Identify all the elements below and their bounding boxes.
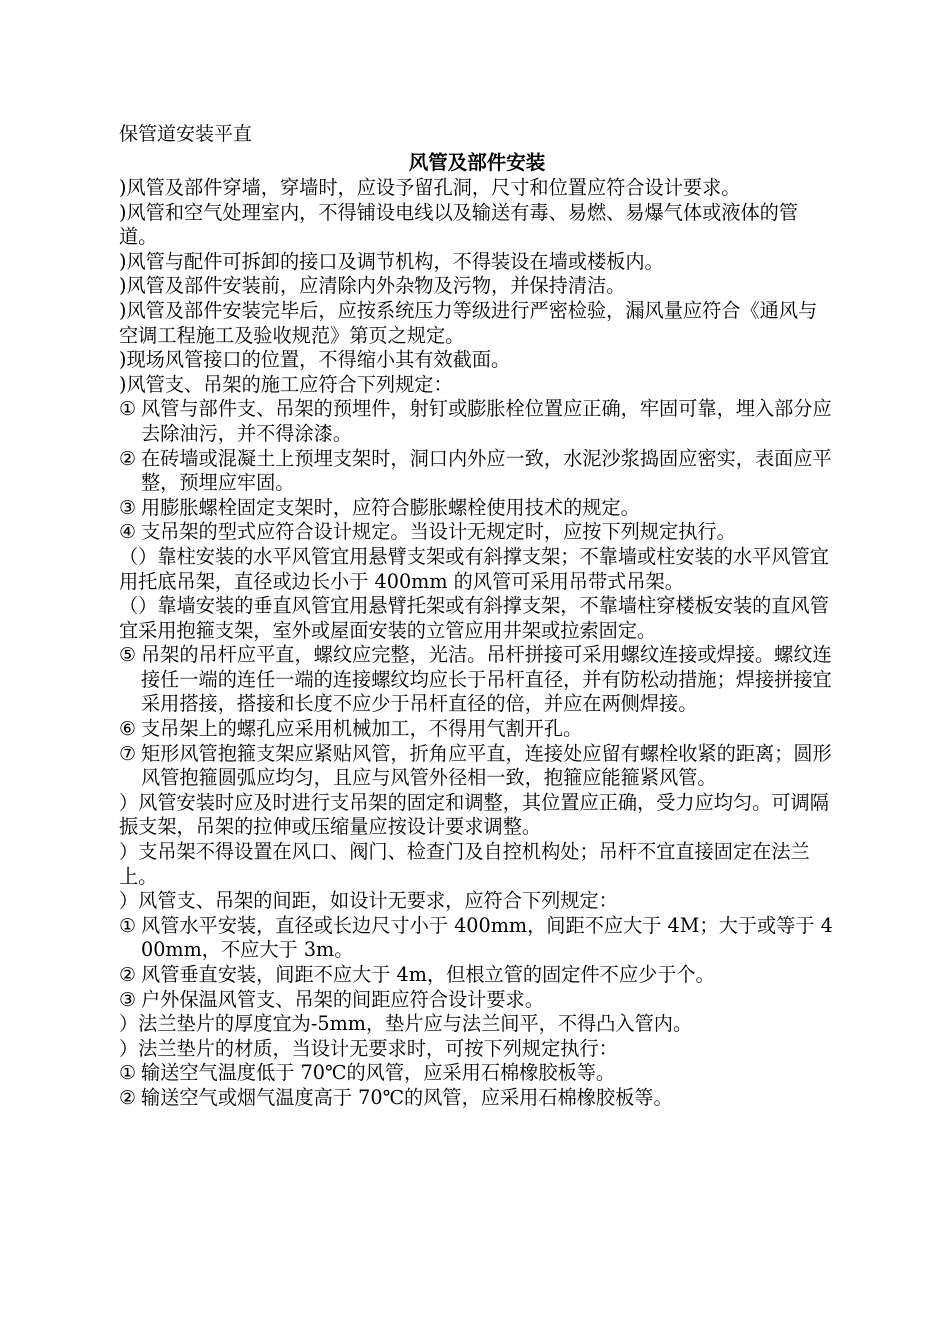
section-title: 风管及部件安装 [408, 151, 546, 174]
item-number: ① [119, 913, 137, 937]
item-number: ⑦ [119, 741, 137, 765]
item-text: 吊架的吊杆应平直，螺纹应完整，光洁。吊杆拼接可采用螺纹连接或焊接。螺纹连接任一端的连任一端的连接螺纹均应长于吊杆直径，并有防松动措施；焊接拼接宜采用搭接，搭接和长度不应少于吊杆直径的倍，并应在两侧焊接。 [141, 643, 832, 716]
item-text: 在砖墙或混凝土上预埋支架时，洞口内外应一致，水泥沙浆捣固应密实，表面应平整，预埋应牢固。 [141, 446, 832, 495]
paragraph: ）风管支、吊架的间距，如设计无要求，应符合下列规定： [119, 889, 618, 913]
item-text: 户外保温风管支、吊架的间距应符合设计要求。 [141, 987, 544, 1011]
item-text: 输送空气温度低于 70℃的风管，应采用石棉橡胶板等。 [141, 1061, 616, 1085]
numbered-item [119, 520, 835, 545]
numbered-item [119, 397, 835, 446]
item-number: ② [119, 1085, 137, 1109]
numbered-item [119, 496, 835, 521]
paragraph: （）靠柱安装的水平风管宜用悬臂支架或有斜撑支架；不靠墙或柱安装的水平风管宜用托底吊架，直径或边长小于 400mm 的风管可采用吊带式吊架。 [119, 544, 829, 593]
paragraph: )风管及部件穿墙，穿墙时，应设予留孔洞，尺寸和位置应符合设计要求。 [119, 176, 741, 199]
paragraph: )现场风管接口的位置，不得缩小其有效截面。 [119, 348, 511, 372]
item-number: ③ [119, 495, 137, 519]
paragraph: ）风管安装时应及时进行支吊架的固定和调整，其位置应正确，受力应均匀。可调隔振支架，吊架的拉伸或压缩量应按设计要求调整。 [119, 790, 829, 839]
document-body [119, 121, 835, 1111]
paragraph: )风管支、吊架的施工应符合下列规定： [119, 372, 453, 396]
item-text: 矩形风管抱箍支架应紧贴风管，折角应平直，连接处应留有螺栓收紧的距离；圆形风管抱箍圆弧应均匀，且应与风管外径相一致，抱箍应能箍紧风管。 [141, 741, 832, 790]
paragraph: ）支吊架不得设置在风口、阀门、检查门及自控机构处；吊杆不宜直接固定在法兰上。 [119, 840, 810, 888]
paragraph: )风管及部件安装前，应清除内外杂物及污物，并保持清洁。 [119, 274, 626, 298]
leading-text-fragment: 保管道安装平直 [119, 123, 253, 145]
item-text: 支吊架的型式应符合设计规定。当设计无规定时，应按下列规定执行。 [141, 520, 736, 544]
numbered-item [119, 643, 835, 717]
item-text: 输送空气或烟气温度高于 70℃的风管，应采用石棉橡胶板等。 [141, 1085, 673, 1109]
item-number: ② [119, 963, 137, 986]
item-text: 风管与部件支、吊架的预埋件，射钉或膨胀栓位置应正确，牢固可靠，埋入部分应去除油污，并不得涂漆。 [141, 397, 832, 445]
item-text: 支吊架上的螺孔应采用机械加工，不得用气割开孔。 [141, 717, 583, 741]
numbered-item [119, 914, 835, 963]
paragraph: （）靠墙安装的垂直风管宜用悬臂托架或有斜撑支架，不靠墙柱穿楼板安装的直风管宜采用抱箍支架，室外或屋面安装的立管应用井架或拉索固定。 [119, 594, 829, 642]
paragraph: ）法兰垫片的厚度宜为-5mm，垫片应与法兰间平，不得凸入管内。 [119, 1012, 693, 1036]
numbered-item [119, 447, 835, 496]
paragraph: ）法兰垫片的材质，当设计无要求时，可按下列规定执行： [119, 1036, 618, 1060]
item-number: ⑥ [119, 717, 137, 741]
item-text: 风管垂直安装，间距不应大于 4m，但根立管的固定件不应少于个。 [141, 963, 715, 986]
item-number: ① [119, 1061, 137, 1085]
numbered-item [119, 1061, 835, 1086]
item-number: ⑤ [119, 643, 137, 667]
item-number: ④ [119, 520, 137, 544]
item-text: 用膨胀螺栓固定支架时，应符合膨胀螺栓使用技术的规定。 [141, 495, 640, 519]
numbered-item [119, 717, 835, 742]
item-number: ② [119, 446, 137, 470]
paragraph: )风管和空气处理室内，不得铺设电线以及输送有毒、易燃、易爆气体或液体的管道。 [119, 200, 799, 249]
numbered-item [119, 742, 835, 791]
paragraph: )风管及部件安装完毕后，应按系统压力等级进行严密检验，漏风量应符合《通风与空调工程施工及验收规范》第页之规定。 [119, 298, 818, 347]
paragraph-list [119, 176, 835, 1111]
numbered-item [119, 1086, 835, 1111]
item-number: ③ [119, 987, 137, 1011]
paragraph: )风管与配件可拆卸的接口及调节机构，不得装设在墙或楼板内。 [119, 249, 664, 273]
numbered-item [119, 963, 835, 988]
item-text: 风管水平安装，直径或长边尺寸小于 400mm，间距不应大于 4M；大于或等于 400mm，不应大于 3m。 [141, 913, 833, 962]
item-number: ① [119, 397, 137, 421]
numbered-item [119, 988, 835, 1013]
